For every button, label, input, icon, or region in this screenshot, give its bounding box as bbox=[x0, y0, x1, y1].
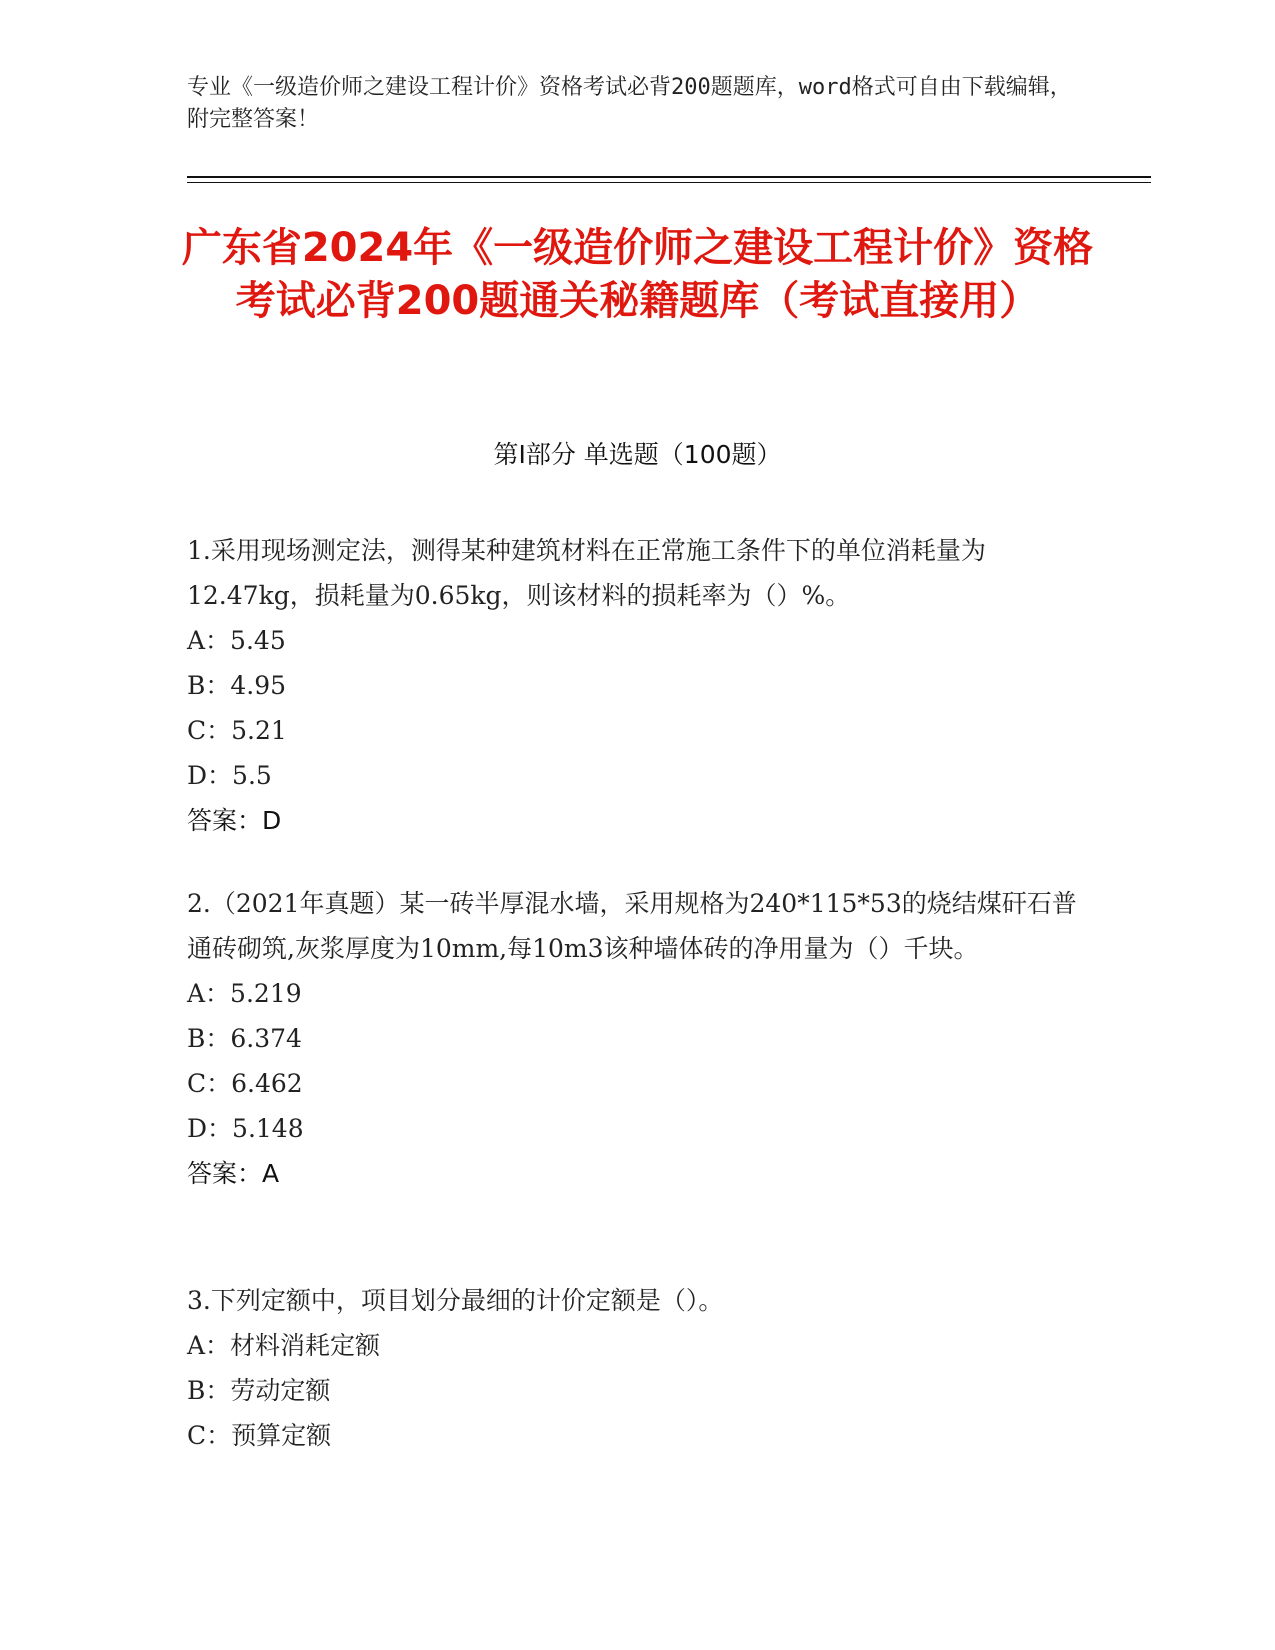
header-divider-thin bbox=[187, 182, 1151, 183]
header-note: 专业《一级造价师之建设工程计价》资格考试必背200题题库，word格式可自由下载编辑，附完整答案！ bbox=[187, 75, 1072, 132]
option-d: D：5.148 bbox=[187, 1114, 304, 1143]
option-a: A：材料消耗定额 bbox=[187, 1331, 381, 1360]
option-c: C：6.462 bbox=[187, 1069, 303, 1098]
option-a: A：5.219 bbox=[187, 979, 302, 1008]
option-c: C：5.21 bbox=[187, 716, 287, 745]
header-divider-thick bbox=[187, 176, 1151, 178]
section-heading: 第Ⅰ部分 单选题（100题） bbox=[493, 440, 782, 469]
question-3 bbox=[187, 1278, 1087, 1458]
option-b: B：4.95 bbox=[187, 671, 287, 700]
question-stem: 3.下列定额中，项目划分最细的计价定额是（）。 bbox=[187, 1286, 724, 1315]
option-a: A：5.45 bbox=[187, 626, 286, 655]
option-b: B：劳动定额 bbox=[187, 1376, 331, 1405]
question-stem: 2.（2021年真题）某一砖半厚混水墙，采用规格为240*115*53的烧结煤矸石普通砖砌筑,灰浆厚度为10mm,每10m3该种墙体砖的净用量为（）千块。 bbox=[187, 889, 1077, 963]
question-stem: 1.采用现场测定法，测得某种建筑材料在正常施工条件下的单位消耗量为12.47kg，损耗量为0.65kg，则该材料的损耗率为（）%。 bbox=[187, 536, 986, 610]
option-b: B：6.374 bbox=[187, 1024, 302, 1053]
answer: 答案：A bbox=[187, 1159, 280, 1188]
question-1 bbox=[187, 528, 1087, 843]
answer: 答案：D bbox=[187, 806, 282, 835]
question-2 bbox=[187, 881, 1087, 1196]
option-d: D：5.5 bbox=[187, 761, 272, 790]
document-title: 广东省2024年《一级造价师之建设工程计价》资格考试必背200题通关秘籍题库（考试直接用） bbox=[181, 225, 1094, 324]
option-c: C：预算定额 bbox=[187, 1421, 332, 1450]
